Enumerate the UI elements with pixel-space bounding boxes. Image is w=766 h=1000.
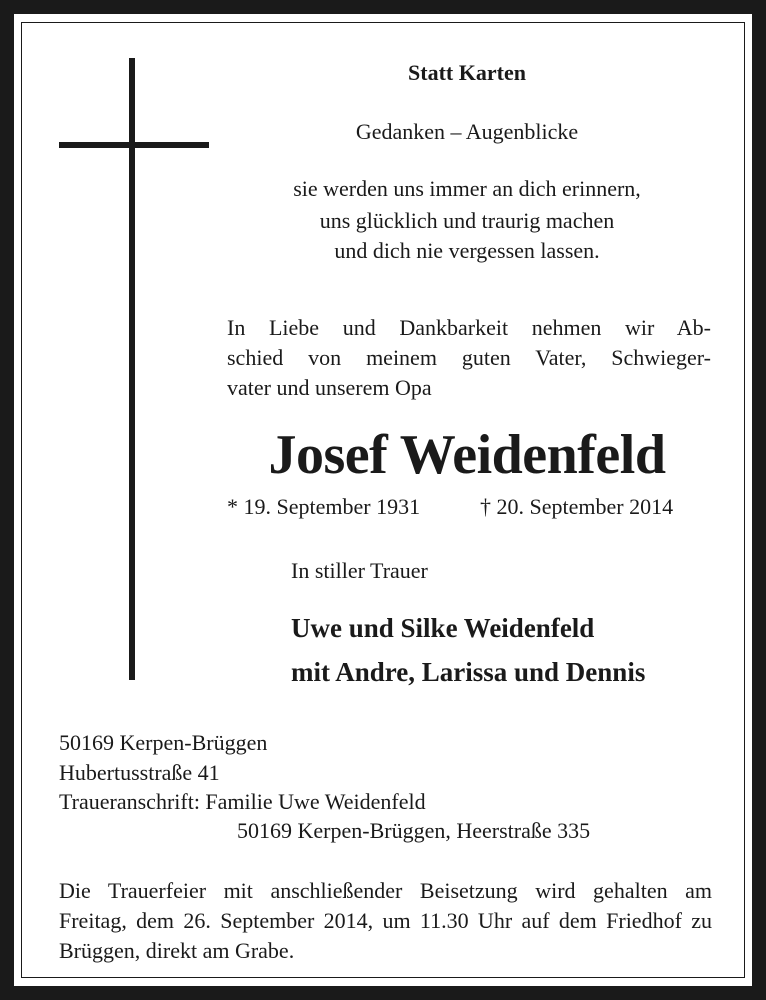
ceremony-line-2: Freitag, dem 26. September 2014, um 11.30 Uhr auf dem Friedhof zu — [59, 908, 712, 933]
cross-icon-horizontal-bar — [59, 142, 209, 148]
family-line-1: Uwe und Silke Weidenfeld — [291, 613, 595, 643]
intro-paragraph — [227, 313, 711, 403]
mourning-address-label: Traueranschrift: Familie Uwe Weidenfeld — [59, 789, 426, 814]
cross-icon-vertical-bar — [129, 58, 135, 680]
birth-date: * 19. September 1931 — [227, 494, 421, 519]
mourning-address-line-2: 50169 Kerpen-Brüggen, Heerstraße 335 — [237, 818, 591, 843]
family-line-2: mit Andre, Larissa und Dennis — [291, 657, 646, 687]
verse-title: Gedanken – Augenblicke — [355, 119, 579, 144]
heading-statt-karten: Statt Karten — [408, 60, 526, 85]
mourning-label: In stiller Trauer — [291, 558, 428, 583]
ceremony-line-3: Brüggen, direkt am Grabe. — [59, 938, 295, 963]
intro-line-2: schied von meinem guten Vater, Schwieger- — [227, 345, 711, 370]
deceased-name: Josef Weidenfeld — [268, 424, 666, 486]
verse-line-3: und dich nie vergessen lassen. — [334, 238, 600, 263]
death-date: † 20. September 2014 — [480, 494, 674, 519]
verse-line-2: uns glücklich und traurig machen — [319, 208, 615, 233]
intro-line-1: In Liebe und Dankbarkeit nehmen wir Ab- — [227, 315, 711, 340]
address-line-2: Hubertusstraße 41 — [59, 760, 220, 785]
address-line-1: 50169 Kerpen-Brüggen — [59, 730, 268, 755]
verse-line-1: sie werden uns immer an dich erinnern, — [293, 176, 641, 201]
ceremony-line-1: Die Trauerfeier mit anschließender Beisetzung wird gehalten am — [59, 878, 712, 903]
intro-line-3: vater und unserem Opa — [227, 375, 432, 400]
ceremony-paragraph — [59, 876, 712, 966]
